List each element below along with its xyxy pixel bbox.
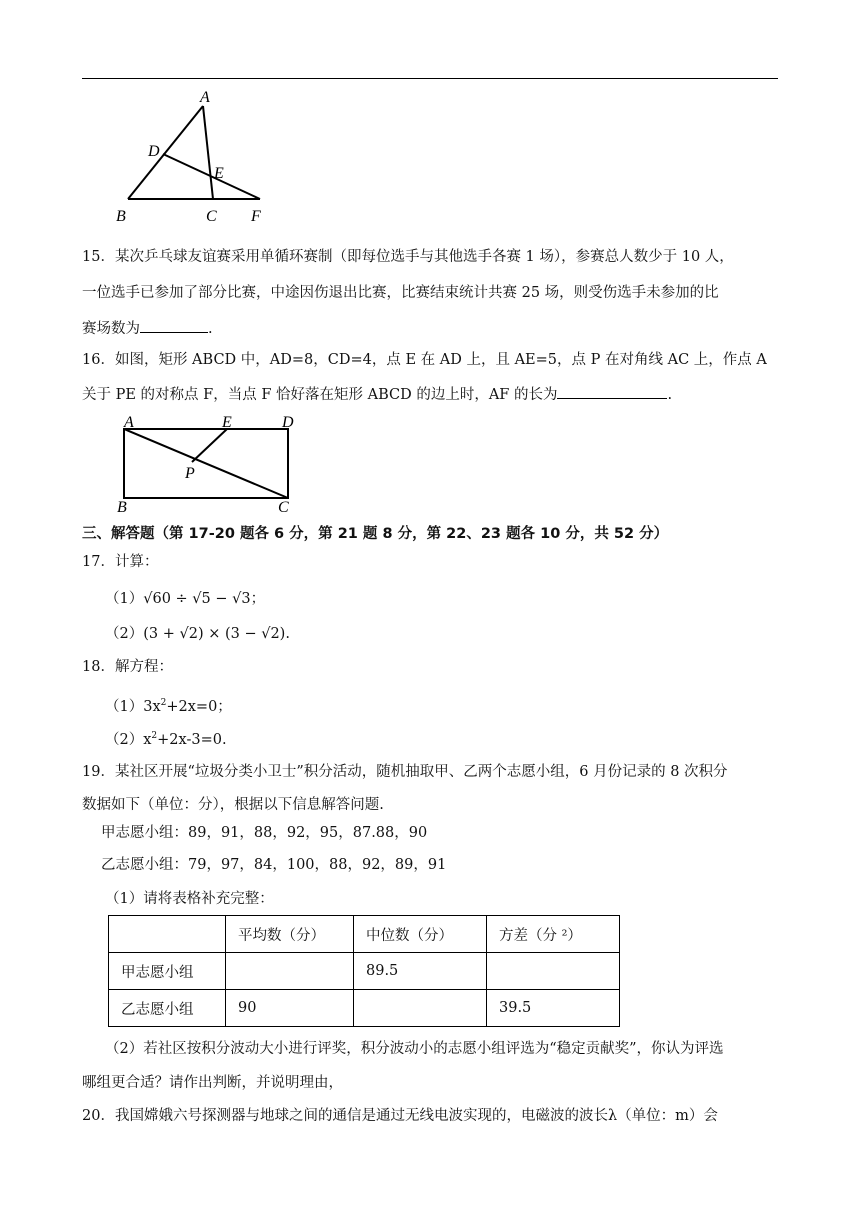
label-e: E: [214, 165, 224, 182]
table-header-cell: 中位数（分）: [354, 916, 487, 953]
q19-part2-line1: （2）若社区按积分波动大小进行评奖，积分波动小的志愿小组评选为“稳定贡献奖”，你认为评选: [105, 1041, 724, 1057]
q19-line2: 数据如下（单位：分），根据以下信息解答问题.: [82, 797, 384, 813]
q15-line3-text: 赛场数为: [82, 321, 140, 337]
q16-line2-end: .: [667, 387, 673, 403]
q19-part2-line2: 哪组更合适？请作出判断，并说明理由，: [82, 1075, 343, 1091]
table-cell: [226, 953, 354, 990]
table-row: [109, 953, 620, 990]
q15-line3: [82, 318, 213, 339]
table-header-cell: [109, 916, 226, 953]
q18-part1-a: （1）3x: [105, 698, 161, 715]
q19-group-b: 乙志愿小组：79，97，84，100，88，92，89，91: [101, 857, 447, 873]
q17-stem: 17．计算：: [82, 554, 159, 570]
q15-line3-end: .: [208, 321, 213, 337]
q18-part1: [105, 693, 232, 717]
label-d: D: [148, 143, 160, 160]
label-c: C: [278, 499, 289, 516]
table-row: [109, 990, 620, 1027]
section3-heading: 三、解答题（第 17-20 题各 6 分，第 21 题 8 分，第 22、23 题各 10 分，共 52 分）: [82, 526, 669, 542]
q19-group-a: 甲志愿小组：89，91，88，92，95，87.88，90: [101, 825, 428, 841]
table-header-cell: 方差（分 ²）: [487, 916, 620, 953]
table-cell: 甲志愿小组: [109, 953, 226, 990]
q19-part1: （1）请将表格补充完整：: [105, 891, 274, 907]
score-table: [108, 915, 620, 1027]
label-p: P: [185, 465, 195, 482]
q18-part2-a: （2）x: [105, 731, 152, 748]
q20-line1: 20．我国嫦娥六号探测器与地球之间的通信是通过无线电波实现的，电磁波的波长λ（单位：m）会: [82, 1108, 718, 1124]
label-a: A: [124, 414, 134, 431]
q16-line2-text: 关于 PE 的对称点 F，当点 F 恰好落在矩形 ABCD 的边上时，AF 的长为: [82, 387, 558, 403]
q17-part1: （1）√60 ÷ √5 − √3；: [105, 591, 266, 607]
table-header-row: [109, 916, 620, 953]
q18-part1-sup: 2: [160, 698, 167, 708]
header-rule: [82, 78, 778, 79]
label-b: B: [116, 208, 126, 225]
table-header-cell: 平均数（分）: [226, 916, 354, 953]
q16-answer-blank: [557, 384, 667, 399]
table-cell: [354, 990, 487, 1027]
table-cell: 90: [226, 990, 354, 1027]
q18-stem: 18．解方程：: [82, 659, 173, 675]
rectangle-figure: [112, 412, 302, 516]
q18-part2-b: +2x-3=0.: [157, 731, 227, 748]
label-c: C: [206, 208, 217, 225]
q19-line1: 19．某社区开展“垃圾分类小卫士”积分活动，随机抽取甲、乙两个志愿小组，6 月份记录的 8 次积分: [82, 764, 728, 780]
label-f: F: [251, 208, 261, 225]
q15-line1: 15．某次乒乓球友谊赛采用单循环赛制（即每位选手与其他选手各赛 1 场），参赛总人数少于 10 人，: [82, 249, 734, 265]
q16-line2: [82, 384, 672, 405]
q17-part2: （2）(3 + √2) × (3 − √2).: [105, 626, 290, 642]
table-cell: 39.5: [487, 990, 620, 1027]
q18-part2-sup: 2: [151, 731, 158, 741]
triangle-figure: [108, 88, 278, 228]
q18-part1-b: +2x=0；: [166, 698, 232, 715]
label-b: B: [117, 499, 127, 516]
label-d: D: [282, 414, 294, 431]
table-cell: 89.5: [354, 953, 487, 990]
q15-line2: 一位选手已参加了部分比赛，中途因伤退出比赛，比赛结束统计共赛 25 场，则受伤选手未参加的比: [82, 285, 719, 301]
label-e: E: [222, 414, 232, 431]
q15-answer-blank: [140, 318, 208, 333]
q16-line1: 16．如图，矩形 ABCD 中，AD=8，CD=4，点 E 在 AD 上，且 AE=5，点 P 在对角线 AC 上，作点 A: [82, 352, 767, 368]
label-a: A: [200, 89, 210, 106]
table-cell: [487, 953, 620, 990]
table-cell: 乙志愿小组: [109, 990, 226, 1027]
q18-part2: [105, 726, 227, 750]
